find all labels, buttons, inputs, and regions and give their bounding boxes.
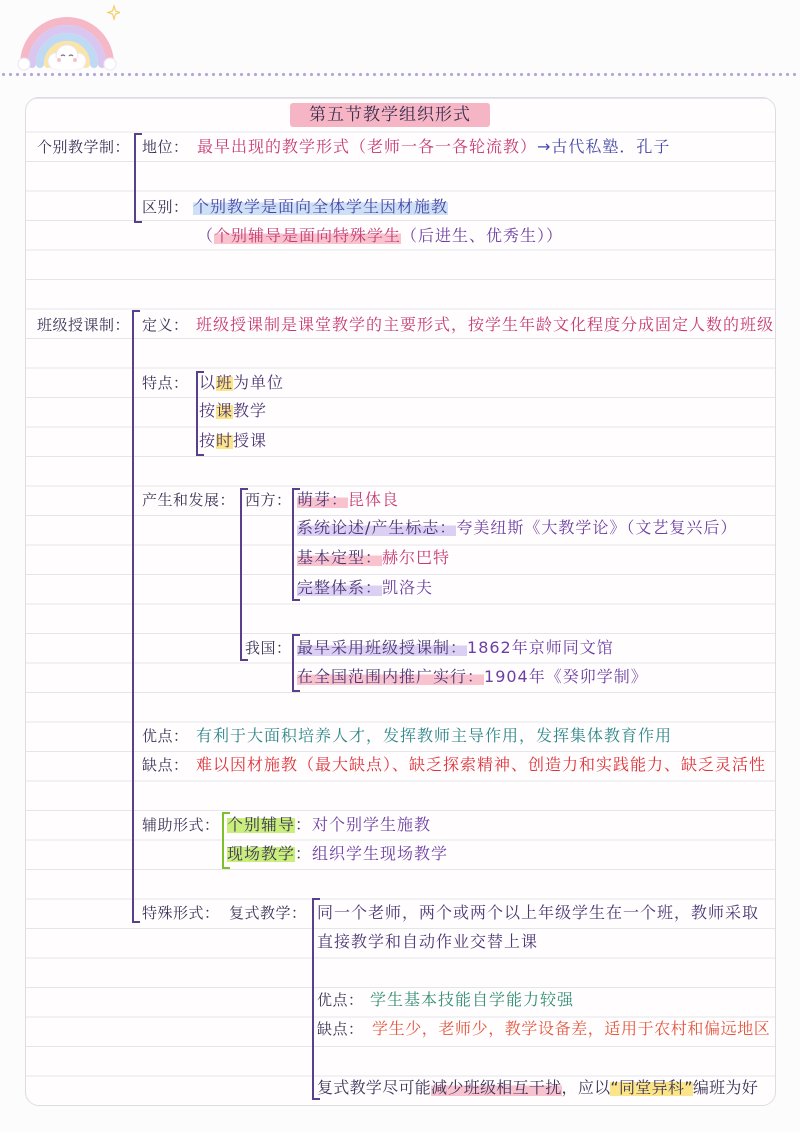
china-item	[297, 637, 614, 659]
note-post: 编班为好	[692, 1078, 759, 1097]
status-line	[197, 136, 670, 158]
features-label: 特点：	[142, 374, 189, 392]
multigrade-note	[317, 1077, 758, 1099]
china-value: 1904年《癸卯学制》	[484, 667, 648, 686]
diff-text: 个别教学是面向全体学生因材施教	[193, 197, 449, 216]
pros-text: 有利于大面积培养人才，发挥教师主导作用，发挥集体教育作用	[196, 726, 673, 745]
auxiliary-sep: ：	[295, 815, 313, 834]
china-key: 在全国范围内推广实行：	[297, 667, 485, 686]
pros-label: 优点：	[142, 727, 189, 745]
note-highlight-2: “同堂异科”	[610, 1078, 693, 1097]
diff-note	[197, 225, 563, 247]
west-key: 完整体系：	[297, 578, 383, 597]
feature-pre: 按	[199, 431, 217, 450]
west-value: 凯洛夫	[382, 578, 434, 597]
auxiliary-item	[227, 814, 431, 836]
note-highlight-1: 减少班级相互干扰	[431, 1078, 562, 1097]
status-label: 地位：	[142, 138, 189, 156]
definition-text: 班级授课制是课堂教学的主要形式，按学生年龄文化程度分成固定人数的班级	[196, 315, 775, 334]
auxiliary-sep: ：	[295, 844, 313, 863]
west-item	[297, 517, 737, 539]
bracket-development	[240, 488, 248, 661]
status-extra: →古代私塾．孔子	[537, 137, 671, 156]
auxiliary-key: 现场教学	[227, 844, 296, 863]
multigrade-definition: 直接教学和自动作业交替上课	[317, 932, 539, 951]
auxiliary-label: 辅助形式：	[142, 816, 220, 834]
dotted-divider	[0, 72, 800, 77]
multigrade-pros-text: 学生基本技能自学能力较强	[370, 990, 575, 1009]
auxiliary-key: 个别辅导	[227, 815, 296, 834]
west-item	[297, 489, 399, 511]
west-key: 基本定型：	[297, 548, 383, 567]
bracket-individual	[134, 133, 142, 223]
feature-item	[199, 372, 284, 394]
auxiliary-item	[227, 843, 448, 865]
feature-highlight: 课	[216, 401, 234, 420]
cons-label: 缺点：	[142, 756, 189, 774]
diff-line	[193, 196, 448, 218]
bracket-class-teaching	[132, 310, 140, 923]
west-value: 赫尔巴特	[382, 548, 451, 567]
definition-label: 定义：	[142, 316, 189, 334]
feature-highlight: 班	[216, 373, 234, 392]
multigrade-label: 复式教学：	[229, 904, 307, 922]
diff-note-highlight: 个别辅导是面向特殊学生	[214, 226, 402, 245]
feature-pre: 以	[199, 373, 217, 392]
west-key: 萌芽：	[297, 490, 349, 509]
multigrade-definition: 同一个老师，两个或两个以上年级学生在一个班，教师采取	[317, 903, 760, 922]
diff-note-open: （	[197, 226, 215, 245]
china-item	[297, 666, 648, 688]
development-label: 产生和发展：	[142, 491, 236, 509]
west-value: 夸美纽斯《大教学论》（文艺复兴后）	[456, 518, 738, 537]
west-item	[297, 547, 450, 569]
feature-post: 教学	[233, 401, 268, 420]
feature-item	[199, 430, 267, 452]
class-teaching-label: 班级授课制：	[37, 316, 131, 334]
note-mid: ，应以	[561, 1078, 611, 1097]
west-label: 西方：	[245, 491, 292, 509]
cons-text: 难以因材施教（最大缺点）、缺乏探索精神、创造力和实践能力、缺乏灵活性	[196, 755, 767, 774]
west-value: 昆体良	[348, 490, 400, 509]
multigrade-cons-text: 学生少，老师少，教学设备差，适用于农村和偏远地区	[372, 1019, 771, 1038]
auxiliary-value: 组织学生现场教学	[312, 844, 449, 863]
auxiliary-value: 对个别学生施教	[312, 815, 432, 834]
diff-label: 区别：	[142, 198, 189, 216]
multigrade-pros-label: 优点：	[317, 991, 364, 1009]
feature-highlight: 时	[216, 431, 234, 450]
feature-post: 为单位	[233, 373, 285, 392]
multigrade-cons-label: 缺点：	[317, 1020, 364, 1038]
feature-item	[199, 400, 267, 422]
special-label: 特殊形式：	[142, 904, 220, 922]
sparkle-icon	[108, 6, 120, 19]
status-text: 最早出现的教学形式（老师一各一各轮流教）	[197, 137, 538, 156]
china-key: 最早采用班级授课制：	[297, 638, 468, 657]
feature-pre: 按	[199, 401, 217, 420]
west-item	[297, 577, 433, 599]
individual-label: 个别教学制：	[37, 138, 131, 156]
rainbow-cloud-icon	[16, 0, 120, 72]
china-label: 我国：	[245, 639, 292, 657]
west-key: 系统论述/产生标志：	[297, 518, 457, 537]
diff-note-rest: （后进生、优秀生））	[401, 226, 564, 245]
page-title: 第五节教学组织形式	[290, 103, 490, 127]
china-value: 1862年京师同文馆	[467, 638, 614, 657]
note-pre: 复式教学尽可能	[317, 1078, 432, 1097]
feature-post: 授课	[233, 431, 268, 450]
